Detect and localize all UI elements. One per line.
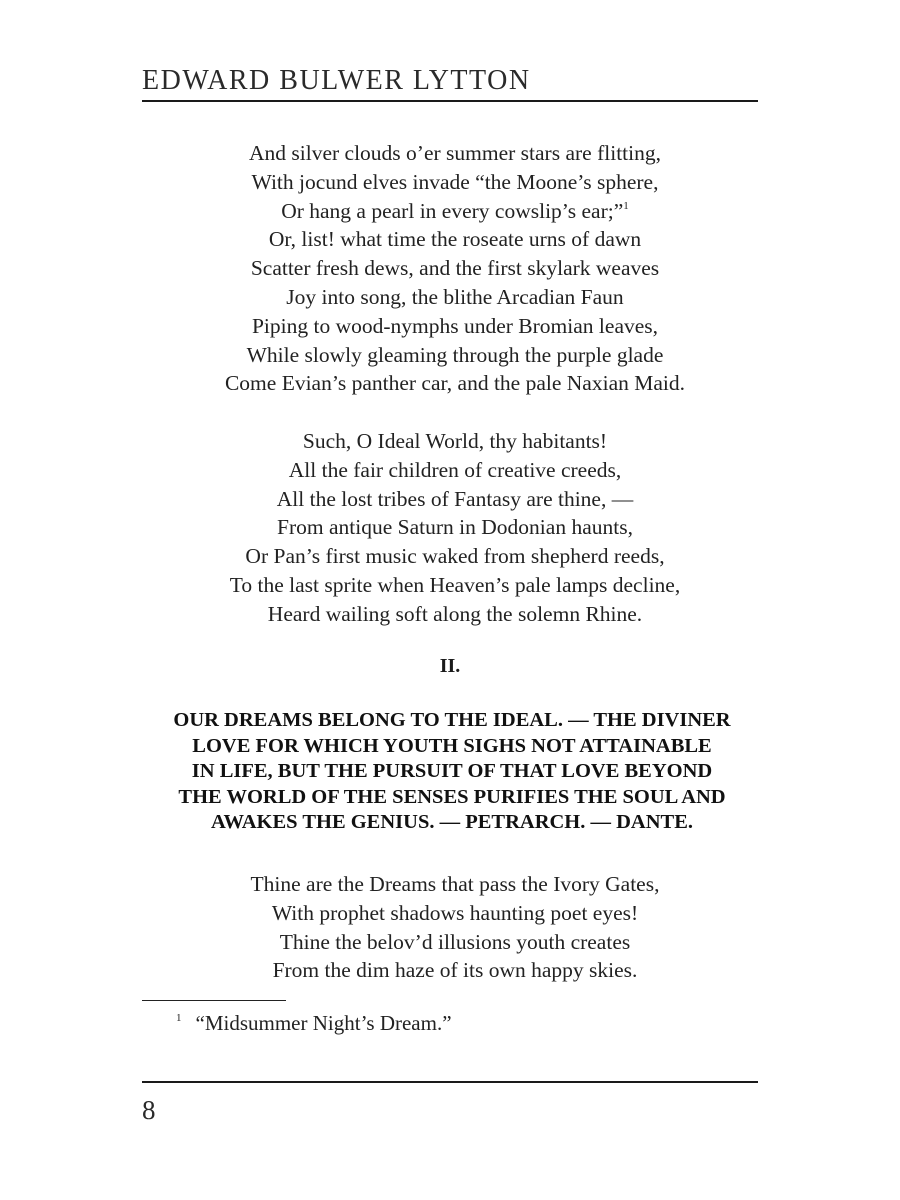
verse-line: Scatter fresh dews, and the first skylark weaves: [250, 256, 660, 281]
heading-line: THE WORLD OF THE SENSES PURIFIES THE SOUL AND: [178, 785, 726, 808]
verse-line: With jocund elves invade “the Moone’s sphere,: [251, 169, 659, 194]
verse-line: Thine the belov’d illusions youth creates: [279, 929, 631, 954]
verse-line: Or, list! what time the roseate urns of dawn: [268, 227, 642, 252]
verse-line: From the dim haze of its own happy skies.: [272, 958, 638, 983]
verse-line: And silver clouds o’er summer stars are flitting,: [249, 141, 661, 165]
stanza-2: [142, 427, 768, 629]
verse-line: Joy into song, the blithe Arcadian Faun: [286, 284, 624, 309]
footnote-text: “Midsummer Night’s Dream.”: [195, 1011, 452, 1035]
footnote-reference: 1: [623, 199, 629, 212]
verse-line: All the lost tribes of Fantasy are thine, —: [276, 486, 634, 511]
heading-line: AWAKES THE GENIUS. — PETRARCH. — DANTE.: [210, 811, 694, 833]
section-heading: [142, 708, 762, 836]
stanza-3: [142, 870, 768, 985]
verse-line-text: Or hang a pearl in every cowslip’s ear;”: [281, 198, 624, 223]
verse-line: To the last sprite when Heaven’s pale lamps decline,: [229, 572, 681, 597]
verse-line: With prophet shadows haunting poet eyes!: [271, 900, 639, 925]
verse-line: Or Pan’s first music waked from shepherd reeds,: [245, 544, 665, 569]
verse-line: All the fair children of creative creeds,: [288, 457, 622, 482]
section-numeral: II.: [439, 655, 461, 677]
stanza-1: [142, 139, 768, 398]
verse-line: [142, 197, 768, 226]
verse-line: Come Evian’s panther car, and the pale Naxian Maid.: [224, 371, 686, 396]
running-header: EDWARD BULWER LYTTON: [142, 65, 531, 96]
verse-line: Thine are the Dreams that pass the Ivory Gates,: [250, 872, 660, 896]
heading-line: LOVE FOR WHICH YOUTH SIGHS NOT ATTAINABLE: [192, 734, 712, 757]
footer-rule: [142, 1081, 758, 1083]
verse-line: From antique Saturn in Dodonian haunts,: [277, 515, 633, 540]
header-rule: [142, 100, 758, 102]
footnote-rule: [142, 1000, 286, 1001]
verse-line: Piping to wood-nymphs under Bromian leaves,: [251, 313, 659, 338]
verse-line: Such, O Ideal World, thy habitants!: [302, 429, 608, 453]
footnote-marker: 1: [176, 1012, 182, 1024]
page-number: 8: [142, 1095, 156, 1125]
heading-line: OUR DREAMS BELONG TO THE IDEAL. — THE DIVINER: [173, 709, 731, 731]
heading-line: IN LIFE, BUT THE PURSUIT OF THAT LOVE BEYOND: [191, 760, 713, 782]
verse-line: Heard wailing soft along the solemn Rhine.: [267, 601, 643, 626]
verse-line: While slowly gleaming through the purple glade: [246, 342, 664, 367]
footnote: [176, 1008, 452, 1038]
